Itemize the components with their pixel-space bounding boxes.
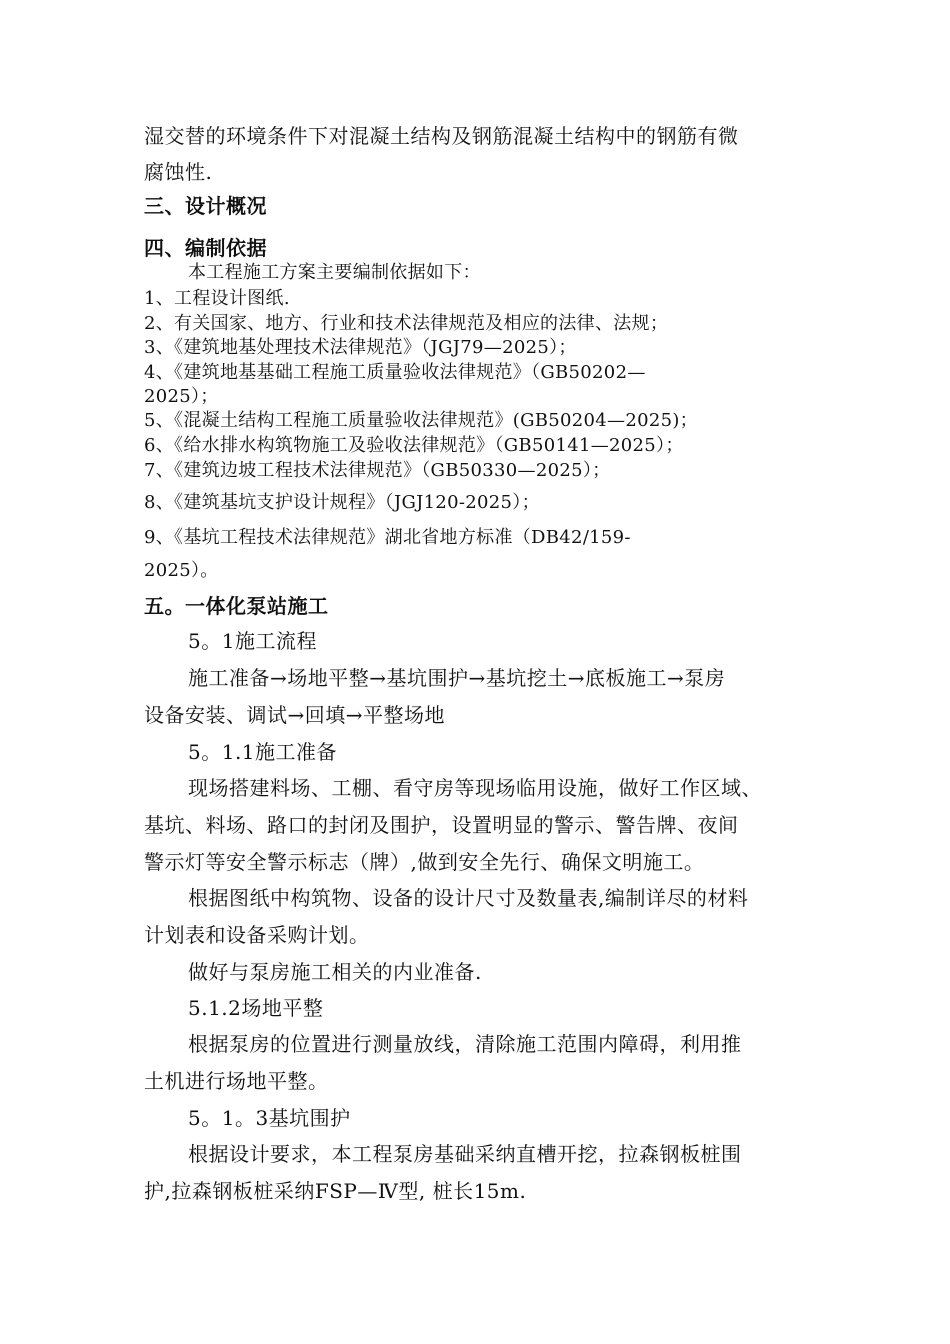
list-item: 7、《建筑边坡工程技术法律规范》（GB50330—2025）； xyxy=(144,460,611,481)
paragraph-line: 根据设计要求，本工程泵房基础采纳直槽开挖，拉森钢板桩围 xyxy=(188,1142,742,1166)
subsection-heading: 5。1.1施工准备 xyxy=(188,740,338,764)
section-heading-basis: 四、编制依据 xyxy=(144,236,267,260)
subsection-heading: 5。1施工流程 xyxy=(188,629,317,653)
paragraph-line: 湿交替的环境条件下对混凝土结构及钢筋混凝土结构中的钢筋有微 xyxy=(144,124,739,148)
paragraph-line: 基坑、料场、路口的封闭及围护，设置明显的警示、警告牌、夜间 xyxy=(144,813,739,837)
paragraph-line: 做好与泵房施工相关的内业准备. xyxy=(188,960,482,984)
list-item: 4、《建筑地基基础工程施工质量验收法律规范》（GB50202— xyxy=(144,362,646,383)
list-item: 5、《混凝土结构工程施工质量验收法律规范》(GB50204—2025)； xyxy=(144,410,698,431)
paragraph-line: 土机进行场地平整。 xyxy=(144,1069,329,1093)
paragraph-line: 计划表和设备采购计划。 xyxy=(144,923,370,947)
list-item: 1、工程设计图纸. xyxy=(144,288,290,309)
paragraph-line: 护,拉森钢板桩采纳FSP—Ⅳ型, 桩长15m. xyxy=(144,1179,527,1203)
list-item: 6、《给水排水构筑物施工及验收法律规范》（GB50141—2025）； xyxy=(144,435,684,456)
paragraph-line: 施工准备→场地平整→基坑围护→基坑挖土→底板施工→泵房 xyxy=(188,666,726,690)
subsection-heading: 5.1.2场地平整 xyxy=(188,996,324,1020)
list-item: 9、《基坑工程技术法律规范》湖北省地方标准（DB42/159- xyxy=(144,527,631,548)
paragraph-line: 现场搭建料场、工棚、看守房等现场临用设施，做好工作区域、 xyxy=(188,776,762,800)
paragraph-line: 设备安装、调试→回填→平整场地 xyxy=(144,703,446,727)
list-item-continuation: 2025）； xyxy=(144,386,219,407)
paragraph-line: 警示灯等安全警示标志（牌）,做到安全先行、确保文明施工。 xyxy=(144,850,705,874)
section-heading-pump-station: 五。一体化泵站施工 xyxy=(144,594,329,618)
paragraph-line: 根据图纸中构筑物、设备的设计尺寸及数量表,编制详尽的材料 xyxy=(188,886,749,910)
section-heading-design-overview: 三、设计概况 xyxy=(144,194,267,218)
paragraph-line: 腐蚀性. xyxy=(144,160,213,184)
subsection-heading: 5。1。3基坑围护 xyxy=(188,1106,351,1130)
paragraph-line: 根据泵房的位置进行测量放线，清除施工范围内障碍，利用推 xyxy=(188,1032,742,1056)
list-item: 8、《建筑基坑支护设计规程》（JGJ120-2025）； xyxy=(144,492,540,513)
list-item: 2、有关国家、地方、行业和技术法律规范及相应的法律、法规； xyxy=(144,313,669,334)
list-item: 3、《建筑地基处理技术法律规范》（JGJ79—2025）； xyxy=(144,337,577,358)
paragraph-line: 本工程施工方案主要编制依据如下： xyxy=(188,262,481,283)
list-item-continuation: 2025）。 xyxy=(144,560,219,581)
